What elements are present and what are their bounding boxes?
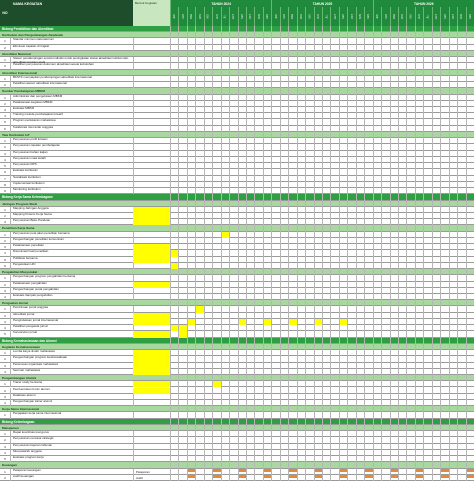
row-number: 7 (4, 176, 6, 181)
grid-line (406, 26, 407, 481)
schedule-mark-orange (466, 475, 474, 478)
activity-name: Penyusunan capaian pembelajaran (10, 144, 133, 150)
month-label: APR (198, 14, 202, 19)
activity-name: Pelaksanaan kegiatan MBKM (10, 101, 133, 107)
activity-name: BKSTF menyiapkan pendampingan akreditasi internasional (10, 76, 133, 82)
activity-name: Pengindeksan jurnal internasional (10, 319, 133, 325)
activity-name: Implementasi kurikulum (10, 182, 133, 188)
month-header (356, 7, 364, 26)
subsection-header: Jaringan Program Studi (0, 201, 474, 207)
grid-line (322, 26, 323, 481)
schedule-mark-orange (339, 475, 347, 478)
grid-line (246, 26, 247, 481)
row-number: 2 (4, 388, 6, 393)
grid-line (170, 26, 171, 481)
row-number: 4 (4, 400, 6, 405)
activity-name: Pengelolaan HKI (10, 263, 133, 269)
row-number: 1 (4, 39, 6, 44)
month-header (204, 7, 212, 26)
activity-name: Pelatihan penyusunan dokumen akreditasi sesuai kebutuhan (10, 63, 133, 69)
row-number: 1 (4, 207, 6, 212)
column-header-no: NO (0, 0, 10, 26)
month-header (246, 7, 254, 26)
row-number: 2 (4, 357, 6, 362)
month-label: NOV (257, 13, 261, 20)
month-header (440, 7, 448, 26)
month-label: OKT (249, 14, 253, 19)
grid-line (364, 26, 365, 481)
row-number: 9 (4, 189, 6, 194)
schedule-mark-orange (187, 475, 195, 478)
row-number: 1 (4, 95, 6, 100)
activity-name: Penjajakan kerja sama internasional (10, 412, 133, 418)
month-header (432, 7, 440, 26)
grid-line (457, 26, 458, 481)
subsection-header: Sumber Pembelajaran MBKM (0, 88, 474, 94)
activity-name: Pelatihan asesor akreditasi internasional (10, 82, 133, 88)
section-header: Bidang Kemahasiswaan dan Alumni (0, 338, 474, 344)
schedule-mark-orange (314, 469, 322, 472)
month-label: AGT (333, 14, 337, 19)
grid-line (423, 26, 424, 481)
activity-name: Audit keuangan (10, 475, 133, 481)
row-number: 3 (4, 363, 6, 368)
section-header: Bidang Pendidikan dan Akreditasi (0, 26, 474, 32)
row-number: 2 (4, 438, 6, 443)
grid-line (390, 26, 391, 481)
month-header (390, 7, 398, 26)
activity-name: Pengembangan pusat pengabdian (10, 288, 133, 294)
activity-name: Database alumni (10, 394, 133, 400)
row-number: 6 (4, 263, 6, 268)
activity-name: Lomba karya ilmiah mahasiswa (10, 350, 133, 356)
activity-name: Pengembangan program kewirausahaan (10, 356, 133, 362)
month-header (449, 7, 457, 26)
month-header (314, 7, 322, 26)
grid-line (238, 26, 239, 481)
activity-name: Diseminasi hasil penelitian (10, 250, 133, 256)
row-number: 2 (4, 45, 6, 50)
activity-name: Evaluasi program kerja (10, 456, 133, 462)
row-number: 1 (4, 469, 6, 474)
activity-form: Pelaporan (133, 469, 170, 475)
row-number: 3 (4, 220, 6, 225)
row-number: 1 (4, 382, 6, 387)
activity-name: Penyusunan RPS (10, 163, 133, 169)
activity-name: Penyusunan mata kuliah (10, 157, 133, 163)
activity-name: Sosialisasi kurikulum (10, 176, 133, 182)
row-number: 1 (4, 307, 6, 312)
month-label: FEB (181, 14, 185, 19)
row-number: 2 (4, 213, 6, 218)
activity-name: Konsorsium jurnal (10, 331, 133, 337)
month-header (406, 7, 414, 26)
month-label: JAN (274, 14, 278, 19)
month-header (280, 7, 288, 26)
schedule-mark-orange (415, 469, 423, 472)
grid-line (212, 26, 213, 481)
month-label: DES (367, 14, 371, 19)
month-label: JUN (316, 14, 320, 19)
month-label: FEB (384, 14, 388, 19)
grid-line (271, 26, 272, 481)
activity-name: Mapping Jaringan Anggota (10, 207, 133, 213)
month-label: FEB (282, 14, 286, 19)
subsection-header: Akreditasi Nasional (0, 51, 474, 57)
row-number: 3 (4, 108, 6, 113)
grid-line (314, 26, 315, 481)
month-label: DES (266, 14, 270, 19)
row-number: 3 (4, 394, 6, 399)
subsection-header: Akreditasi Internasional (0, 70, 474, 76)
activity-name: Tracer study bersama (10, 381, 133, 387)
row-number: 2 (4, 475, 6, 480)
month-label: DES (468, 14, 472, 19)
activity-name: Sistem pendampingan secara individu untuk peningkatan status akreditasi institusi dan akreditasi program studi (10, 57, 133, 63)
grid-line (432, 26, 433, 481)
month-header (238, 7, 246, 26)
month-label: AGT (232, 14, 236, 19)
row-number: 4 (4, 295, 6, 299)
row-number: 1 (4, 413, 6, 418)
month-header (195, 7, 203, 26)
schedule-mark-orange (263, 475, 271, 478)
row-number: 3 (4, 151, 6, 156)
subsection-header: Pengembangan Alumni (0, 375, 474, 381)
activity-name: Administrasi dan pengelolaan MBKM (10, 95, 133, 101)
row-number: 1 (4, 139, 6, 144)
month-header (263, 7, 271, 26)
grid-line (297, 26, 298, 481)
month-label: SEP (443, 14, 447, 19)
grid-line (195, 26, 196, 481)
column-header-desc: Bentuk Kegiatan (133, 0, 170, 26)
row-number: 2 (4, 238, 6, 243)
grid-line (398, 26, 399, 481)
month-header (288, 7, 296, 26)
month-header (305, 7, 313, 26)
month-label: JUN (215, 14, 219, 19)
schedule-mark-orange (440, 469, 448, 472)
subsection-header: Kerja Sama Internasional (0, 406, 474, 412)
row-number: 6 (4, 126, 6, 131)
row-number: 4 (4, 369, 6, 374)
row-number: 5 (4, 257, 6, 262)
subsection-header: Penelitian Kerja Sama (0, 225, 474, 231)
month-header (364, 7, 372, 26)
section-header: Bidang Kelembagaan (0, 419, 474, 425)
grid-line (347, 26, 348, 481)
activity-name: Pengembangan penelitian konsorsium (10, 238, 133, 244)
month-header (254, 7, 262, 26)
month-header (398, 7, 406, 26)
row-number: 2 (4, 101, 6, 106)
row-number: 4 (4, 157, 6, 162)
subsection-header: Tata Kurikulum IoT (0, 132, 474, 138)
month-label: JUL (325, 14, 329, 19)
activity-form: Audit (133, 475, 170, 481)
month-label: SEP (240, 14, 244, 19)
row-number: 2 (4, 313, 6, 318)
month-label: NOV (358, 13, 362, 20)
month-header (170, 7, 178, 26)
row-number: 3 (4, 319, 6, 324)
row-number: 1 (4, 76, 6, 81)
month-label: AGT (434, 14, 438, 19)
month-label: SEP (342, 14, 346, 19)
month-label: MEI (206, 14, 210, 19)
row-number: 5 (4, 332, 6, 337)
row-number: 5 (4, 120, 6, 125)
row-number: 4 (4, 114, 6, 119)
activity-name: Pelaksanaan penelitian (10, 244, 133, 250)
schedule-mark-orange (364, 469, 372, 472)
activity-name: Pertemuan organisasi mahasiswa (10, 363, 133, 369)
activity-name: Penyusunan profil lulusan (10, 138, 133, 144)
timeline-body (0, 26, 474, 481)
activity-name: Penyusunan Buku Panduan (10, 219, 133, 225)
grid-line (449, 26, 450, 481)
schedule-mark-orange (466, 469, 474, 472)
schedule-mark-orange (238, 469, 246, 472)
grid-line (356, 26, 357, 481)
row-number: 2 (4, 83, 6, 88)
activity-name: Akreditasi jurnal (10, 313, 133, 319)
month-header (229, 7, 237, 26)
grid-line (466, 26, 467, 481)
schedule-mark-orange (238, 475, 246, 478)
schedule-mark-orange (440, 475, 448, 478)
month-header (415, 7, 423, 26)
month-label: APR (299, 14, 303, 19)
schedule-mark-orange (314, 475, 322, 478)
grid-line (339, 26, 340, 481)
grid-line (288, 26, 289, 481)
activity-name: Pengembangan karier alumni (10, 400, 133, 406)
row-number: 5 (4, 164, 6, 169)
row-number: 2 (4, 64, 6, 69)
row-number: 1 (4, 232, 6, 237)
activity-name: Rapat koordinasi pengurus (10, 431, 133, 437)
row-number: 4 (4, 326, 6, 331)
activity-name: Evaluasi MBKM (10, 107, 133, 113)
month-header (466, 7, 474, 26)
activity-name: Evaluasi kurikulum (10, 169, 133, 175)
activity-name: Standar minimum laboratorium (10, 38, 133, 44)
month-label: MEI (409, 14, 413, 19)
month-label: APR (401, 14, 405, 19)
schedule-mark-orange (339, 469, 347, 472)
activity-name: Penyusunan peta jalan penelitian bersama (10, 232, 133, 238)
month-header (373, 7, 381, 26)
schedule-mark-orange (288, 475, 296, 478)
month-label: MAR (392, 13, 396, 20)
row-number: 3 (4, 444, 6, 449)
schedule-mark-orange (390, 469, 398, 472)
column-header-activity: NAMA KEGIATAN (10, 0, 133, 26)
subsection-header: Penguatan Jurnal (0, 300, 474, 306)
activity-name: Kolaborasi riset antar anggota (10, 126, 133, 132)
grid-line (204, 26, 205, 481)
activity-name: Training metode pembelajaran kreatif (10, 113, 133, 119)
month-header (457, 7, 465, 26)
grid-line (178, 26, 179, 481)
section-header: Bidang Kerja Sama Kelembagaan (0, 194, 474, 200)
subsection-header: Pengabdian Masyarakat (0, 269, 474, 275)
activity-name: Program pertukaran mahasiswa (10, 119, 133, 125)
activity-name: Mapping Potensi Kerja Sama (10, 213, 133, 219)
month-label: OKT (350, 14, 354, 19)
schedule-mark-orange (263, 469, 271, 472)
row-number: 5 (4, 457, 6, 462)
month-label: JAN (375, 14, 379, 19)
grid-line (229, 26, 230, 481)
schedule-mark-orange (364, 475, 372, 478)
schedule-mark-orange (415, 475, 423, 478)
month-label: MAR (291, 13, 295, 20)
row-number: 8 (4, 182, 6, 187)
schedule-mark-orange (187, 469, 195, 472)
subsection-header: Keuangan (0, 462, 474, 468)
month-header (221, 7, 229, 26)
month-label: OKT (451, 14, 455, 19)
schedule-mark-orange (390, 475, 398, 478)
month-header (347, 7, 355, 26)
row-number: 2 (4, 282, 6, 287)
activity-name: Penyusunan rencana strategis (10, 437, 133, 443)
grid-line (280, 26, 281, 481)
activity-name: Eliminasi capaian di tingkat (10, 45, 133, 51)
activity-name: Publikasi bersama (10, 257, 133, 263)
month-header (187, 7, 195, 26)
month-label: JAN (173, 14, 177, 19)
subsection-header: Manajemen (0, 425, 474, 431)
month-header (297, 7, 305, 26)
row-number: 2 (4, 145, 6, 150)
row-number: 1 (4, 432, 6, 437)
activity-name: Pelaksanaan pengabdian (10, 282, 133, 288)
month-header (330, 7, 338, 26)
row-number: 1 (4, 58, 6, 63)
grid-line (263, 26, 264, 481)
month-header (423, 7, 431, 26)
activity-name: Pelaporan keuangan (10, 469, 133, 475)
month-label: JUL (223, 14, 227, 19)
year-header: TAHUN 2024 (170, 0, 271, 7)
month-header (212, 7, 220, 26)
activity-name: Seminar mahasiswa (10, 369, 133, 375)
month-header (271, 7, 279, 26)
activity-name: Evaluasi dampak pengabdian (10, 294, 133, 300)
row-number: 4 (4, 450, 6, 455)
grid-line (440, 26, 441, 481)
month-header (381, 7, 389, 26)
activity-name: Pelatihan pengelola jurnal (10, 325, 133, 331)
schedule-mark-orange (212, 475, 220, 478)
grid-line (221, 26, 222, 481)
month-header (339, 7, 347, 26)
row-number: 4 (4, 251, 6, 256)
month-label: NOV (460, 13, 464, 20)
month-label: MAR (190, 13, 194, 20)
year-header: TAHUN 2026 (373, 0, 474, 7)
activity-name: Musyawarah anggota (10, 450, 133, 456)
activity-name: Pembinaan jurnal anggota (10, 306, 133, 312)
grid-line (187, 26, 188, 481)
row-number: 1 (4, 276, 6, 281)
year-header: TAHUN 2025 (271, 0, 372, 7)
subsection-header: Kegiatan Kemahasiswaan (0, 344, 474, 350)
grid-line (330, 26, 331, 481)
schedule-mark-orange (288, 469, 296, 472)
timeline-header (0, 0, 474, 26)
month-header (178, 7, 186, 26)
activity-name: Penyusunan laporan tahunan (10, 444, 133, 450)
activity-name: Pengembangan program pengabdian bersama (10, 275, 133, 281)
month-label: MEI (308, 14, 312, 19)
schedule-mark-orange (212, 469, 220, 472)
row-number: 1 (4, 351, 6, 356)
grid-line (254, 26, 255, 481)
activity-name: Monitoring kurikulum (10, 188, 133, 194)
grid-line (415, 26, 416, 481)
activity-name: Penyusunan bahan kajian (10, 151, 133, 157)
row-number: 3 (4, 245, 6, 250)
month-header (322, 7, 330, 26)
subsection-header: Kurikulum dan Pengembangan Akademik (0, 32, 474, 38)
month-label: JUL (426, 14, 430, 19)
row-number: 3 (4, 288, 6, 293)
grid-line (305, 26, 306, 481)
activity-name: Pembentukan forum alumni (10, 388, 133, 394)
grid-line (373, 26, 374, 481)
month-label: JUN (418, 14, 422, 19)
grid-line (381, 26, 382, 481)
row-number: 6 (4, 170, 6, 175)
